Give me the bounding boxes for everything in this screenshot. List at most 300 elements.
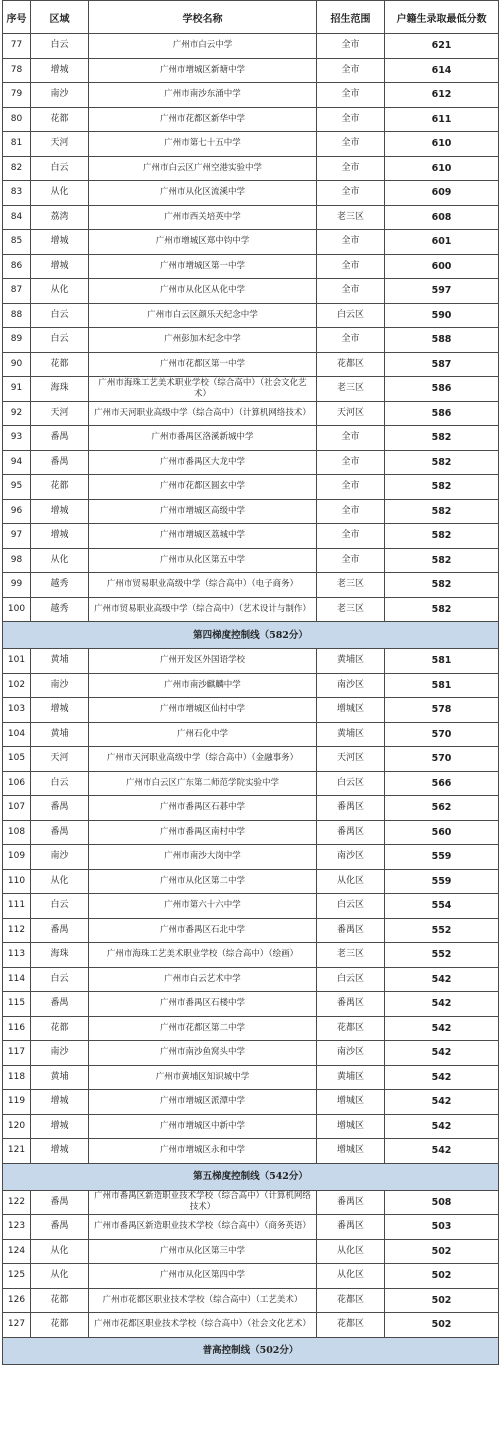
header-range: 招生范围 <box>317 1 385 34</box>
row-score: 578 <box>385 698 499 723</box>
row-school: 广州市天河职业高级中学（综合高中）（计算机网络技术） <box>89 401 317 426</box>
row-range: 老三区 <box>317 943 385 968</box>
row-score: 614 <box>385 58 499 83</box>
row-district: 越秀 <box>31 573 89 598</box>
row-score: 610 <box>385 132 499 157</box>
row-range: 花都区 <box>317 1016 385 1041</box>
row-number: 117 <box>3 1041 31 1066</box>
row-score: 542 <box>385 1090 499 1115</box>
row-range: 老三区 <box>317 597 385 622</box>
row-number: 123 <box>3 1215 31 1240</box>
row-score: 554 <box>385 894 499 919</box>
row-district: 南沙 <box>31 1041 89 1066</box>
row-number: 92 <box>3 401 31 426</box>
row-district: 花都 <box>31 1016 89 1041</box>
row-score: 560 <box>385 820 499 845</box>
row-district: 花都 <box>31 107 89 132</box>
row-school: 广州市从化区流溪中学 <box>89 181 317 206</box>
row-school: 广州市番禺区石碁中学 <box>89 796 317 821</box>
row-score: 582 <box>385 450 499 475</box>
row-number: 101 <box>3 649 31 674</box>
table-row <box>3 279 499 304</box>
row-school: 广州市增城区永和中学 <box>89 1139 317 1164</box>
row-range: 天河区 <box>317 401 385 426</box>
table-row <box>3 845 499 870</box>
row-number: 118 <box>3 1065 31 1090</box>
row-range: 天河区 <box>317 747 385 772</box>
row-school: 广州市增城区派潭中学 <box>89 1090 317 1115</box>
row-number: 104 <box>3 722 31 747</box>
table-body <box>3 34 499 1365</box>
row-district: 增城 <box>31 230 89 255</box>
row-school: 广州彭加木纪念中学 <box>89 328 317 353</box>
row-school: 广州市从化区第四中学 <box>89 1264 317 1289</box>
row-school: 广州市海珠工艺美术职业学校（综合高中）（社会文化艺术） <box>89 377 317 402</box>
row-range: 南沙区 <box>317 845 385 870</box>
table-row <box>3 869 499 894</box>
table-row <box>3 1041 499 1066</box>
row-district: 番禺 <box>31 450 89 475</box>
row-range: 全市 <box>317 156 385 181</box>
row-score: 566 <box>385 771 499 796</box>
row-district: 南沙 <box>31 845 89 870</box>
row-district: 从化 <box>31 1239 89 1264</box>
row-school: 广州市花都区第二中学 <box>89 1016 317 1041</box>
row-number: 77 <box>3 34 31 59</box>
table-row <box>3 649 499 674</box>
row-school: 广州市花都区职业技术学校（综合高中）（社会文化艺术） <box>89 1313 317 1338</box>
row-number: 78 <box>3 58 31 83</box>
row-district: 花都 <box>31 475 89 500</box>
table-row <box>3 796 499 821</box>
table-row <box>3 83 499 108</box>
row-school: 广州开发区外国语学校 <box>89 649 317 674</box>
row-district: 从化 <box>31 869 89 894</box>
table-row <box>3 34 499 59</box>
row-number: 110 <box>3 869 31 894</box>
table-row <box>3 132 499 157</box>
row-district: 花都 <box>31 352 89 377</box>
row-score: 542 <box>385 1041 499 1066</box>
row-number: 105 <box>3 747 31 772</box>
row-number: 125 <box>3 1264 31 1289</box>
row-range: 白云区 <box>317 967 385 992</box>
table-row <box>3 1288 499 1313</box>
header-score: 户籍生录取最低分数 <box>385 1 499 34</box>
row-district: 增城 <box>31 698 89 723</box>
row-district: 番禺 <box>31 1190 89 1215</box>
row-district: 白云 <box>31 967 89 992</box>
table-row <box>3 426 499 451</box>
row-number: 89 <box>3 328 31 353</box>
row-score: 502 <box>385 1264 499 1289</box>
row-school: 广州市花都区圆玄中学 <box>89 475 317 500</box>
row-school: 广州市增城区仙村中学 <box>89 698 317 723</box>
row-range: 白云区 <box>317 894 385 919</box>
row-number: 97 <box>3 524 31 549</box>
row-number: 121 <box>3 1139 31 1164</box>
row-district: 增城 <box>31 1090 89 1115</box>
row-score: 621 <box>385 34 499 59</box>
row-school: 广州市南沙大岗中学 <box>89 845 317 870</box>
row-school: 广州市番禺区石北中学 <box>89 918 317 943</box>
row-school: 广州市花都区职业技术学校（综合高中）（工艺美术） <box>89 1288 317 1313</box>
row-district: 海珠 <box>31 377 89 402</box>
row-number: 100 <box>3 597 31 622</box>
row-range: 番禺区 <box>317 918 385 943</box>
row-range: 全市 <box>317 181 385 206</box>
row-score: 586 <box>385 401 499 426</box>
row-number: 90 <box>3 352 31 377</box>
control-line-label: 第四梯度控制线（582分） <box>3 622 499 649</box>
row-school: 广州市从化区从化中学 <box>89 279 317 304</box>
row-school: 广州市增城区郑中钧中学 <box>89 230 317 255</box>
table-row <box>3 303 499 328</box>
row-score: 559 <box>385 869 499 894</box>
row-score: 542 <box>385 1065 499 1090</box>
row-range: 黄埔区 <box>317 722 385 747</box>
row-range: 南沙区 <box>317 1041 385 1066</box>
table-row <box>3 1313 499 1338</box>
row-score: 542 <box>385 967 499 992</box>
row-range: 全市 <box>317 426 385 451</box>
row-number: 122 <box>3 1190 31 1215</box>
table-row <box>3 698 499 723</box>
table-row <box>3 352 499 377</box>
row-range: 全市 <box>317 328 385 353</box>
row-school: 广州市白云中学 <box>89 34 317 59</box>
row-range: 增城区 <box>317 1139 385 1164</box>
row-number: 102 <box>3 673 31 698</box>
row-district: 从化 <box>31 181 89 206</box>
row-number: 79 <box>3 83 31 108</box>
table-row <box>3 107 499 132</box>
row-score: 597 <box>385 279 499 304</box>
row-score: 582 <box>385 573 499 598</box>
row-district: 番禺 <box>31 992 89 1017</box>
header-school: 学校名称 <box>89 1 317 34</box>
row-range: 黄埔区 <box>317 649 385 674</box>
row-district: 从化 <box>31 548 89 573</box>
table-row <box>3 254 499 279</box>
row-district: 黄埔 <box>31 649 89 674</box>
row-district: 海珠 <box>31 943 89 968</box>
table-row <box>3 499 499 524</box>
row-score: 502 <box>385 1239 499 1264</box>
table-row <box>3 597 499 622</box>
row-range: 南沙区 <box>317 673 385 698</box>
row-district: 花都 <box>31 1313 89 1338</box>
row-score: 502 <box>385 1313 499 1338</box>
table-row <box>3 722 499 747</box>
row-number: 99 <box>3 573 31 598</box>
row-score: 559 <box>385 845 499 870</box>
row-number: 108 <box>3 820 31 845</box>
table-row <box>3 1114 499 1139</box>
row-range: 增城区 <box>317 1090 385 1115</box>
table-row <box>3 548 499 573</box>
row-number: 83 <box>3 181 31 206</box>
row-number: 127 <box>3 1313 31 1338</box>
table-row <box>3 230 499 255</box>
row-range: 花都区 <box>317 1288 385 1313</box>
row-score: 582 <box>385 499 499 524</box>
row-district: 南沙 <box>31 673 89 698</box>
row-range: 番禺区 <box>317 820 385 845</box>
row-number: 115 <box>3 992 31 1017</box>
table-row <box>3 673 499 698</box>
table-row <box>3 58 499 83</box>
row-score: 582 <box>385 426 499 451</box>
row-score: 612 <box>385 83 499 108</box>
table-row <box>3 1139 499 1164</box>
row-district: 天河 <box>31 401 89 426</box>
row-score: 570 <box>385 722 499 747</box>
control-line-row <box>3 1163 499 1190</box>
row-range: 从化区 <box>317 1264 385 1289</box>
row-score: 508 <box>385 1190 499 1215</box>
control-line-row <box>3 1337 499 1364</box>
row-score: 552 <box>385 943 499 968</box>
table-row <box>3 943 499 968</box>
row-score: 586 <box>385 377 499 402</box>
row-score: 610 <box>385 156 499 181</box>
control-line-label: 普高控制线（502分） <box>3 1337 499 1364</box>
row-number: 106 <box>3 771 31 796</box>
row-score: 608 <box>385 205 499 230</box>
row-number: 95 <box>3 475 31 500</box>
row-school: 广州市从化区第五中学 <box>89 548 317 573</box>
row-range: 全市 <box>317 524 385 549</box>
row-range: 番禺区 <box>317 992 385 1017</box>
table-row <box>3 771 499 796</box>
row-school: 广州市南沙麒麟中学 <box>89 673 317 698</box>
row-district: 番禺 <box>31 918 89 943</box>
row-district: 白云 <box>31 156 89 181</box>
row-score: 588 <box>385 328 499 353</box>
table-row <box>3 1190 499 1215</box>
header-district: 区域 <box>31 1 89 34</box>
row-score: 570 <box>385 747 499 772</box>
row-district: 黄埔 <box>31 1065 89 1090</box>
row-range: 增城区 <box>317 698 385 723</box>
row-school: 广州市黄埔区知识城中学 <box>89 1065 317 1090</box>
row-score: 609 <box>385 181 499 206</box>
row-school: 广州市增城区第一中学 <box>89 254 317 279</box>
row-school: 广州市番禺区大龙中学 <box>89 450 317 475</box>
row-range: 全市 <box>317 450 385 475</box>
table-row <box>3 918 499 943</box>
row-school: 广州市番禺区新造职业技术学校（综合高中）（计算机网络技术） <box>89 1190 317 1215</box>
row-district: 荔湾 <box>31 205 89 230</box>
row-range: 全市 <box>317 34 385 59</box>
row-score: 582 <box>385 475 499 500</box>
row-number: 111 <box>3 894 31 919</box>
row-number: 103 <box>3 698 31 723</box>
row-score: 587 <box>385 352 499 377</box>
row-number: 80 <box>3 107 31 132</box>
row-range: 全市 <box>317 230 385 255</box>
table-row <box>3 524 499 549</box>
row-score: 502 <box>385 1288 499 1313</box>
row-number: 112 <box>3 918 31 943</box>
row-school: 广州市贸易职业高级中学（综合高中）（艺术设计与制作） <box>89 597 317 622</box>
row-district: 番禺 <box>31 796 89 821</box>
table-row <box>3 1264 499 1289</box>
row-number: 114 <box>3 967 31 992</box>
row-score: 552 <box>385 918 499 943</box>
row-number: 126 <box>3 1288 31 1313</box>
row-range: 全市 <box>317 132 385 157</box>
row-number: 94 <box>3 450 31 475</box>
table-row <box>3 967 499 992</box>
row-school: 广州市第七十五中学 <box>89 132 317 157</box>
table-row <box>3 1016 499 1041</box>
row-range: 老三区 <box>317 205 385 230</box>
row-district: 番禺 <box>31 426 89 451</box>
row-number: 119 <box>3 1090 31 1115</box>
row-score: 581 <box>385 649 499 674</box>
table-row <box>3 1090 499 1115</box>
row-range: 全市 <box>317 279 385 304</box>
admission-score-table <box>2 0 499 1365</box>
row-school: 广州市白云艺术中学 <box>89 967 317 992</box>
row-number: 82 <box>3 156 31 181</box>
row-district: 从化 <box>31 1264 89 1289</box>
row-range: 白云区 <box>317 771 385 796</box>
row-district: 白云 <box>31 894 89 919</box>
table-header-row <box>3 1 499 34</box>
table-row <box>3 328 499 353</box>
row-district: 增城 <box>31 1114 89 1139</box>
row-district: 白云 <box>31 303 89 328</box>
row-school: 广州市西关培英中学 <box>89 205 317 230</box>
table-row <box>3 1215 499 1240</box>
row-school: 广州市番禺区新造职业技术学校（综合高中）（商务英语） <box>89 1215 317 1240</box>
row-district: 白云 <box>31 328 89 353</box>
row-score: 562 <box>385 796 499 821</box>
row-district: 白云 <box>31 771 89 796</box>
row-school: 广州市从化区第二中学 <box>89 869 317 894</box>
row-range: 增城区 <box>317 1114 385 1139</box>
row-range: 番禺区 <box>317 1190 385 1215</box>
row-school: 广州市贸易职业高级中学（综合高中）（电子商务） <box>89 573 317 598</box>
row-number: 109 <box>3 845 31 870</box>
row-school: 广州市第六十六中学 <box>89 894 317 919</box>
row-school: 广州市增城区荔城中学 <box>89 524 317 549</box>
row-district: 增城 <box>31 58 89 83</box>
row-school: 广州市天河职业高级中学（综合高中）（金融事务） <box>89 747 317 772</box>
table-row <box>3 156 499 181</box>
row-number: 84 <box>3 205 31 230</box>
row-range: 全市 <box>317 548 385 573</box>
control-line-row <box>3 622 499 649</box>
row-number: 88 <box>3 303 31 328</box>
table-row <box>3 747 499 772</box>
row-number: 116 <box>3 1016 31 1041</box>
row-district: 花都 <box>31 1288 89 1313</box>
table-row <box>3 573 499 598</box>
row-district: 白云 <box>31 34 89 59</box>
row-range: 老三区 <box>317 377 385 402</box>
row-range: 花都区 <box>317 1313 385 1338</box>
table-row <box>3 1065 499 1090</box>
row-district: 增城 <box>31 499 89 524</box>
table-row <box>3 894 499 919</box>
row-range: 白云区 <box>317 303 385 328</box>
row-district: 从化 <box>31 279 89 304</box>
table-row <box>3 1239 499 1264</box>
row-school: 广州市南沙东涌中学 <box>89 83 317 108</box>
row-score: 601 <box>385 230 499 255</box>
row-range: 黄埔区 <box>317 1065 385 1090</box>
row-score: 582 <box>385 548 499 573</box>
row-range: 从化区 <box>317 1239 385 1264</box>
row-district: 番禺 <box>31 1215 89 1240</box>
row-range: 番禺区 <box>317 1215 385 1240</box>
row-district: 天河 <box>31 132 89 157</box>
row-range: 全市 <box>317 107 385 132</box>
row-district: 增城 <box>31 1139 89 1164</box>
row-score: 590 <box>385 303 499 328</box>
row-school: 广州市增城区中新中学 <box>89 1114 317 1139</box>
row-range: 全市 <box>317 475 385 500</box>
row-number: 86 <box>3 254 31 279</box>
row-range: 全市 <box>317 58 385 83</box>
control-line-label: 第五梯度控制线（542分） <box>3 1163 499 1190</box>
row-school: 广州市增城区高级中学 <box>89 499 317 524</box>
row-number: 93 <box>3 426 31 451</box>
row-range: 老三区 <box>317 573 385 598</box>
row-range: 番禺区 <box>317 796 385 821</box>
row-number: 124 <box>3 1239 31 1264</box>
row-range: 花都区 <box>317 352 385 377</box>
row-district: 增城 <box>31 524 89 549</box>
table-row <box>3 181 499 206</box>
row-school: 广州石化中学 <box>89 722 317 747</box>
row-number: 113 <box>3 943 31 968</box>
row-school: 广州市番禺区石楼中学 <box>89 992 317 1017</box>
row-range: 全市 <box>317 254 385 279</box>
table-row <box>3 205 499 230</box>
row-score: 503 <box>385 1215 499 1240</box>
row-score: 581 <box>385 673 499 698</box>
row-school: 广州市从化区第三中学 <box>89 1239 317 1264</box>
row-district: 增城 <box>31 254 89 279</box>
row-number: 120 <box>3 1114 31 1139</box>
row-school: 广州市番禺区洛溪新城中学 <box>89 426 317 451</box>
row-school: 广州市南沙鱼窝头中学 <box>89 1041 317 1066</box>
row-school: 广州市白云区广东第二师范学院实验中学 <box>89 771 317 796</box>
row-score: 542 <box>385 992 499 1017</box>
row-district: 番禺 <box>31 820 89 845</box>
row-district: 南沙 <box>31 83 89 108</box>
row-school: 广州市增城区新塘中学 <box>89 58 317 83</box>
row-number: 85 <box>3 230 31 255</box>
row-number: 87 <box>3 279 31 304</box>
row-school: 广州市番禺区南村中学 <box>89 820 317 845</box>
table-row <box>3 450 499 475</box>
row-score: 582 <box>385 524 499 549</box>
row-number: 81 <box>3 132 31 157</box>
row-score: 542 <box>385 1139 499 1164</box>
row-score: 542 <box>385 1114 499 1139</box>
row-range: 从化区 <box>317 869 385 894</box>
table-row <box>3 475 499 500</box>
row-school: 广州市白云区广州空港实验中学 <box>89 156 317 181</box>
table-row <box>3 820 499 845</box>
row-school: 广州市海珠工艺美术职业学校（综合高中）（绘画） <box>89 943 317 968</box>
